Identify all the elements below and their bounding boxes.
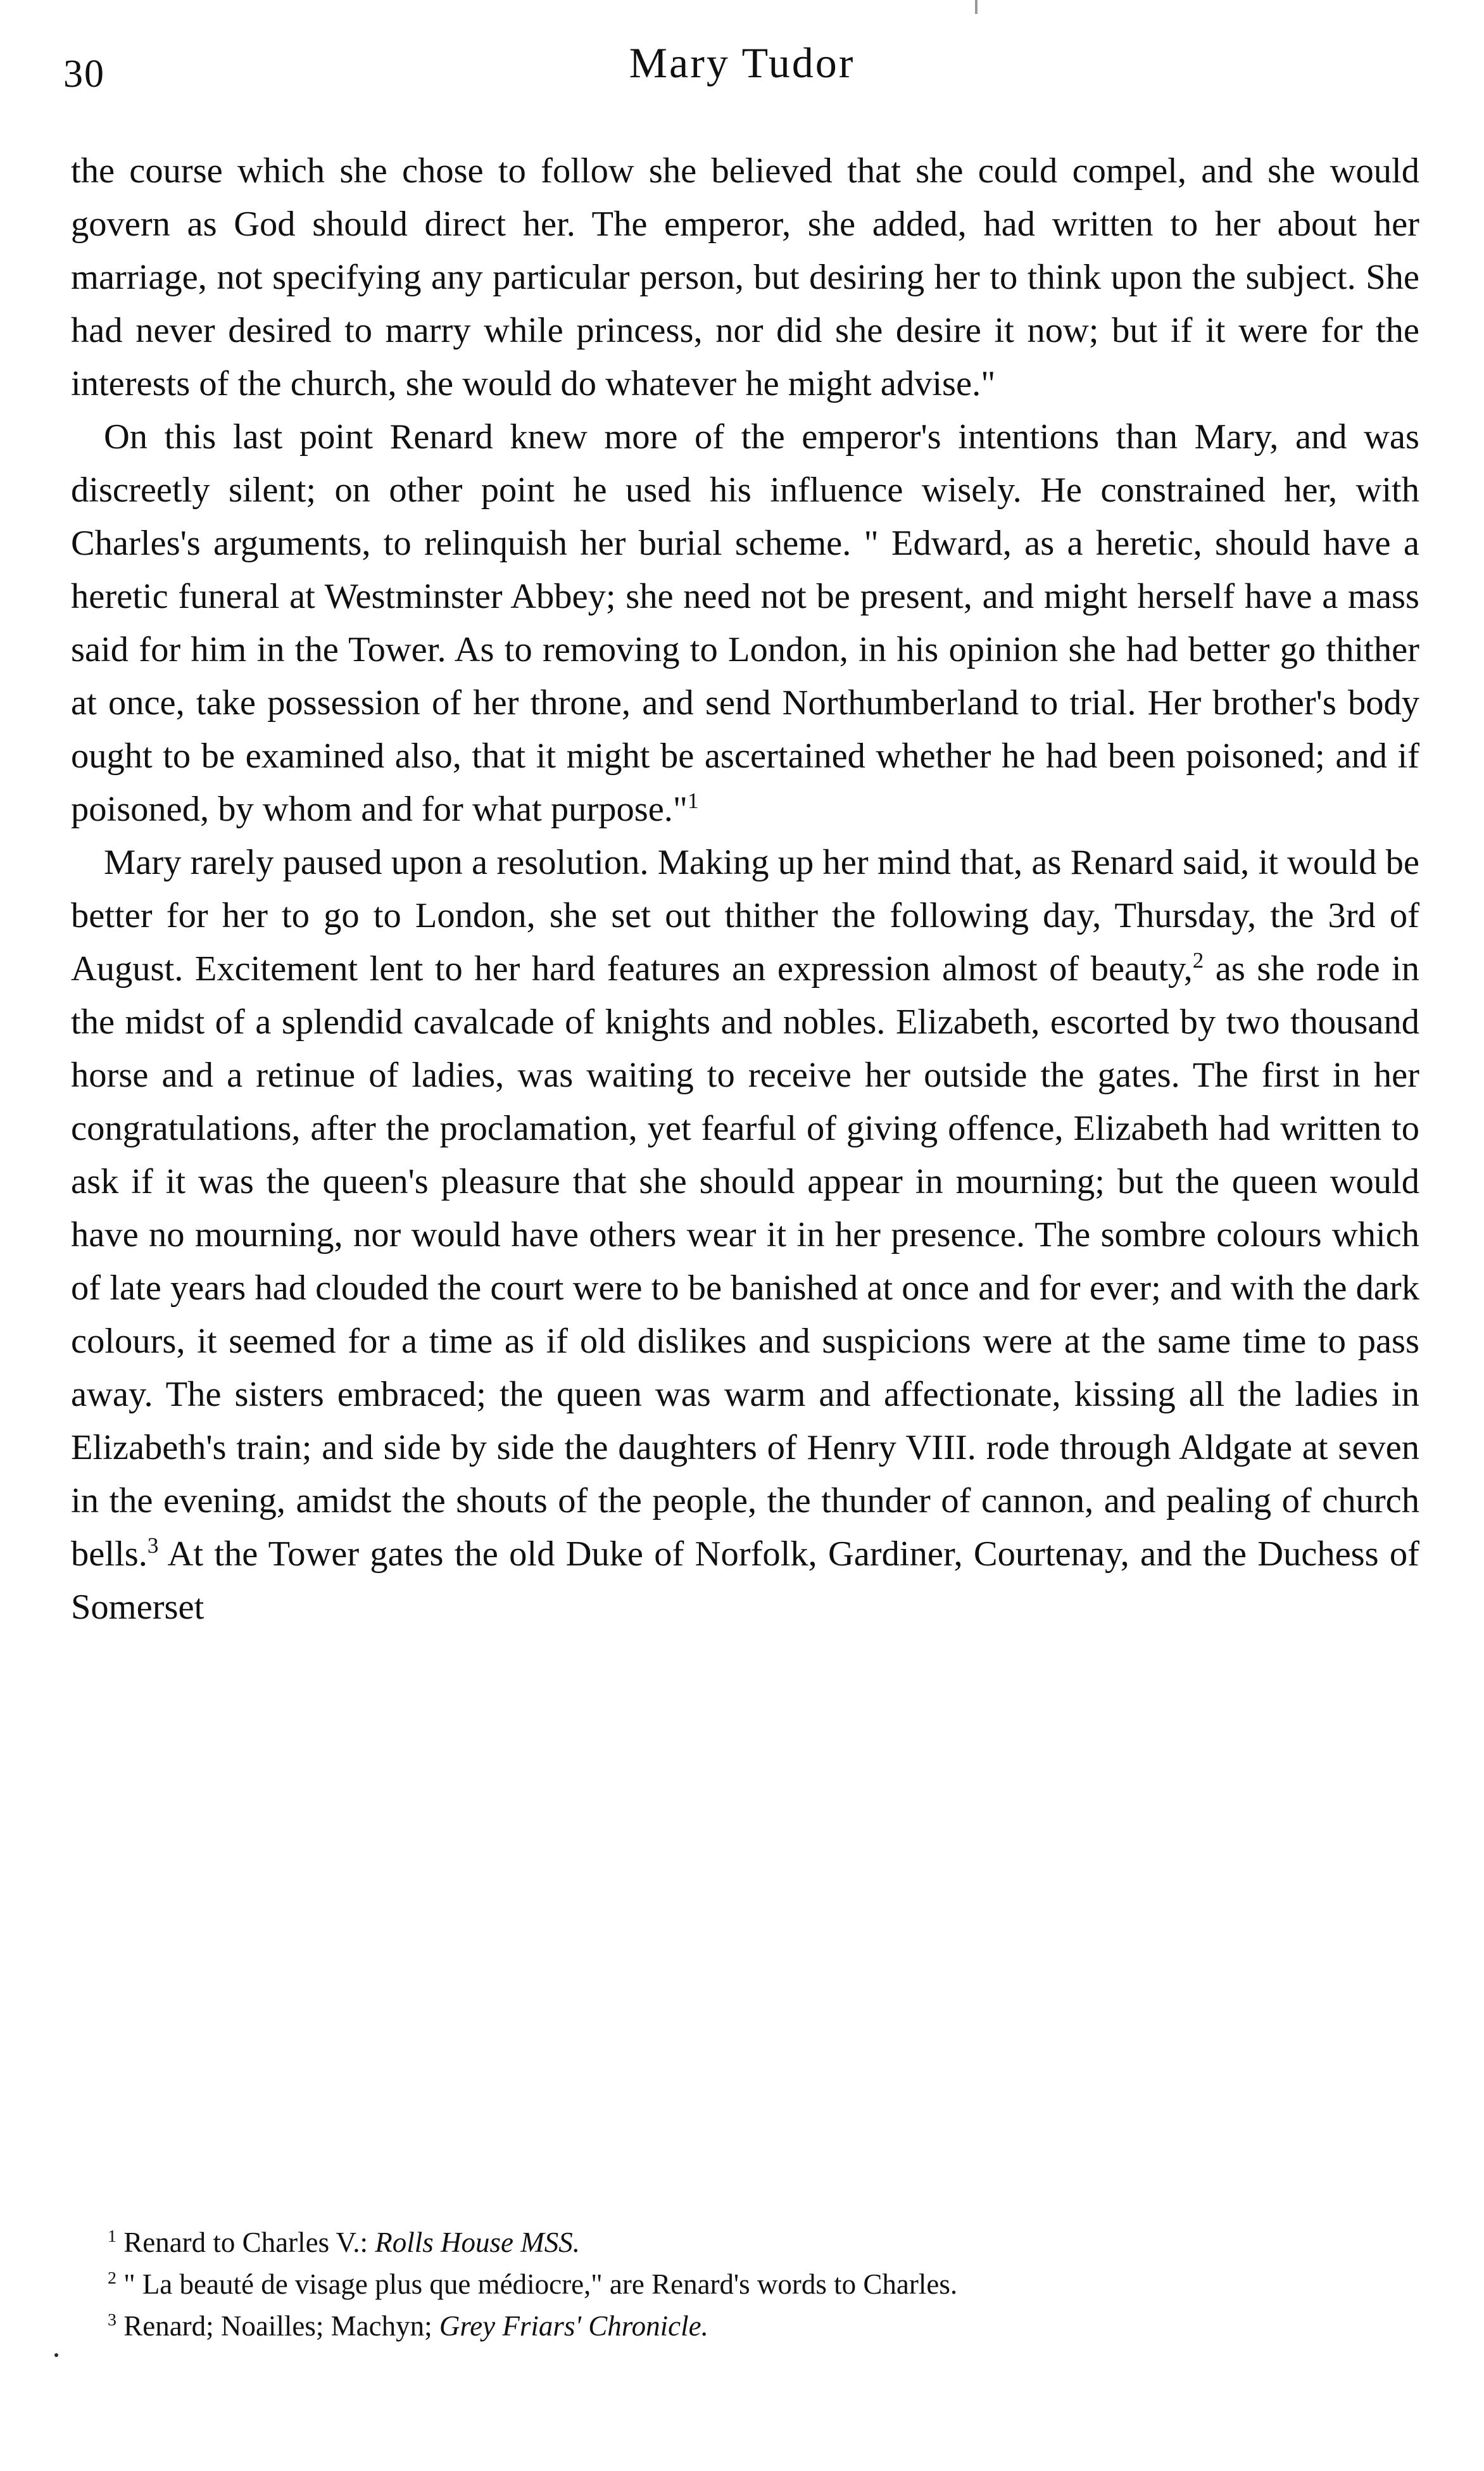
scan-edge-mark-top (975, 0, 978, 14)
paragraph-3-text-b: as she rode in the midst of a splendid cavalcade of knights and nobles. Elizabeth, escorted by two thousand horse and a retinue of ladies, was waiting to receive her outside the gates. The first in her congratulations, after the proclamation, yet fearful of giving offence, Elizabeth had written to ask if it was the queen's pleasure that she should appear in mourning; but the queen would have no mourning, nor would have others wear it in her presence. The sombre colours which of late years had clouded the court were to be banished at once and for ever; and with the dark colours, it seemed for a time as if old dislikes and suspicions were at the same time to pass away. The sisters embraced; the queen was warm and affectionate, kissing all the ladies in Elizabeth's train; and side by side the daughters of Henry VIII. rode through Aldgate at seven in the evening, amidst the shouts of the people, the thunder of cannon, and pealing of church bells. (71, 949, 1419, 1574)
running-title: Mary Tudor (629, 39, 855, 87)
footnotes-block (71, 2221, 1419, 2347)
paragraph-1: the course which she chose to follow she believed that she could compel, and she would govern as God should direct her. The emperor, she added, had written to her about her marriage, not specifying any particular person, but desiring her to think upon the subject. She had never desired to marry while princess, nor did she desire it now; but if it were for the interests of the church, she would do whatever he might advise." (71, 151, 1419, 403)
footnote-marker-3: 3 (147, 1533, 159, 1558)
scan-speck-lower-left (54, 2353, 58, 2357)
paragraph-2 (71, 410, 1419, 836)
footnote-1 (71, 2221, 1419, 2263)
footnote-marker-2: 2 (1192, 948, 1204, 973)
footnote-3 (71, 2305, 1419, 2347)
footnote-1-text: Renard to Charles V.: (116, 2227, 375, 2258)
paragraph-2-text: On this last point Renard knew more of the emperor's intentions than Mary, and was discreetly silent; on other point he used his influence wisely. He constrained her, with Charles's arguments, to relinquish her burial scheme. " Edward, as a heretic, should have a heretic funeral at Westminster Abbey; she need not be present, and might herself have a mass said for him in the Tower. As to removing to London, in his opinion she had better go thither at once, take possession of her throne, and send Northumberland to trial. Her brother's body ought to be examined also, that it might be ascertained whether he had been poisoned; and if poisoned, by whom and for what purpose." (71, 417, 1419, 829)
page-header (63, 38, 1421, 114)
footnote-2-text: " La beauté de visage plus que médiocre," are Renard's words to Charles. (116, 2268, 958, 2300)
body-text-column (71, 144, 1419, 1634)
footnote-3-text: Renard; Noailles; Machyn; (116, 2310, 439, 2342)
paragraph-3 (71, 836, 1419, 1634)
paragraph-3-text-c: At the Tower gates the old Duke of Norfolk, Gardiner, Courtenay, and the Duchess of Somerset (71, 1534, 1419, 1627)
footnote-marker-1: 1 (688, 788, 699, 814)
page-number: 30 (63, 53, 105, 96)
paragraph-3-text-a: Mary rarely paused upon a resolution. Making up her mind that, as Renard said, it would be better for her to go to London, she set out thither the following day, Thursday, the 3rd of August. Excitement lent to her hard features an expression almost of beauty, (71, 843, 1419, 989)
footnote-3-marker: 3 (108, 2310, 116, 2330)
footnote-2-marker: 2 (108, 2268, 116, 2288)
footnote-1-source: Rolls House MSS. (375, 2227, 580, 2258)
footnote-3-source: Grey Friars' Chronicle. (439, 2310, 708, 2342)
footnote-2 (71, 2263, 1419, 2305)
footnote-1-marker: 1 (108, 2227, 116, 2246)
